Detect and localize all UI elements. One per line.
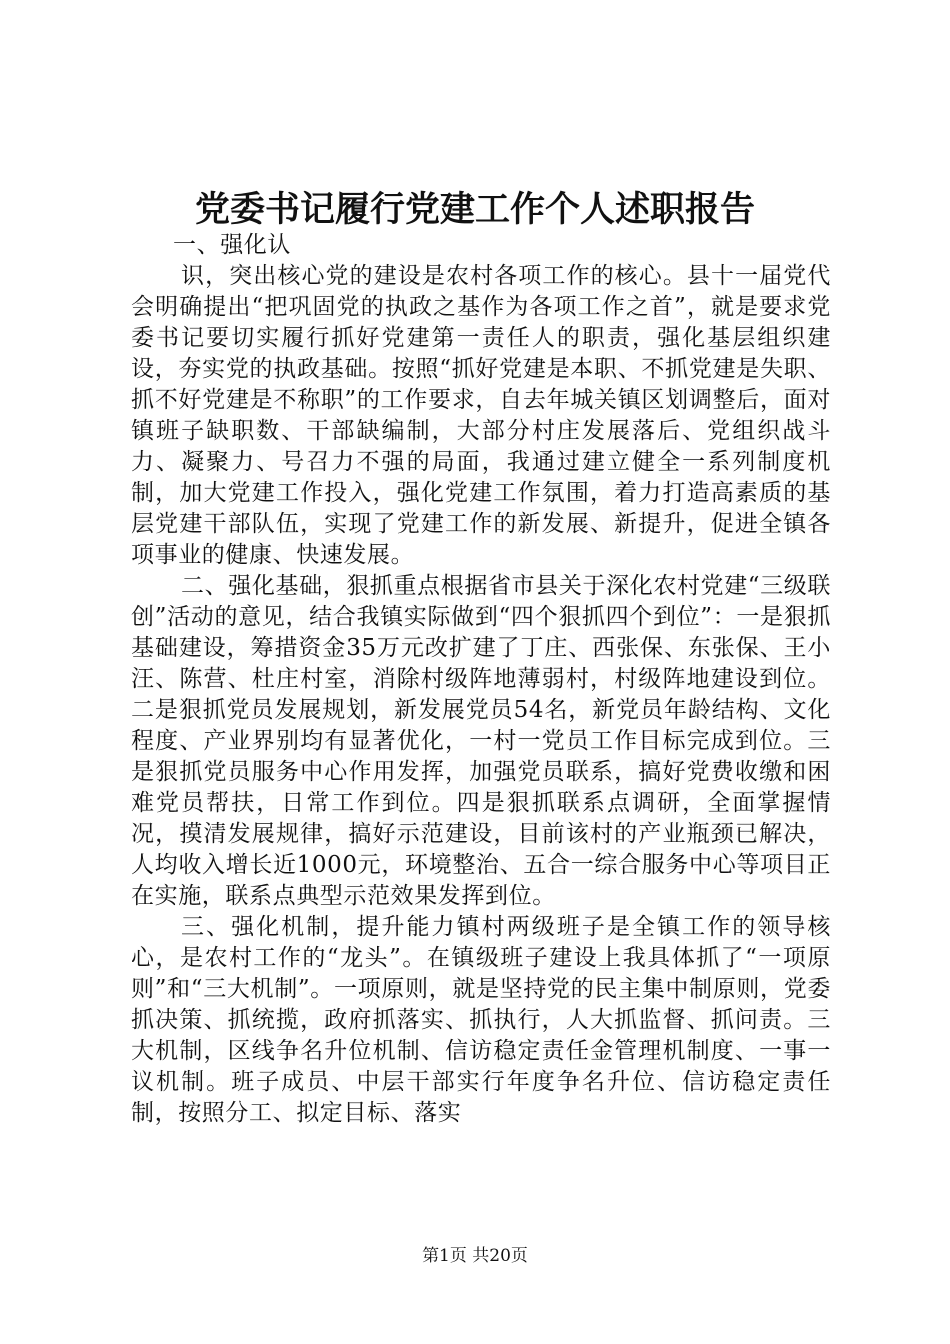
document-title: 党委书记履行党建工作个人述职报告: [194, 189, 755, 230]
paragraph-3: 三、强化机制，提升能力镇村两级班子是全镇工作的领导核心，是农村工作的“龙头”。在镇级班子建设上我具体抓了“一项原则”和“三大机制”。一项原则，就是坚持党的民主集中制原则，党委抓决策、抓统揽，政府抓落实、抓执行，人大抓监督、抓问责。三大机制，区线争名升位机制、信访稳定责任金管理机制度、一事一议机制。班子成员、中层干部实行年度争名升位、信访稳定责任制，按照分工、拟定目标、落实: [131, 914, 831, 1126]
paragraph-2: 二、强化基础，狠抓重点根据省市县关于深化农村党建“三级联创”活动的意见，结合我镇实际做到“四个狠抓四个到位”：一是狠抓基础建设，筹措资金35万元改扩建了丁庄、西张保、东张保、王小汪、陈营、杜庄村室，消除村级阵地薄弱村，村级阵地建设到位。二是狠抓党员发展规划，新发展党员54名，新党员年龄结构、文化程度、产业界别均有显著优化，一村一党员工作目标完成到位。三是狠抓党员服务中心作用发挥，加强党员联系，搞好党费收缴和困难党员帮扶，日常工作到位。四是狠抓联系点调研，全面掌握情况，摸清发展规律，搞好示范建设，目前该村的产业瓶颈已解决，人均收入增长近1000元，环境整治、五合一综合服务中心等项目正在实施，联系点典型示范效果发挥到位。: [131, 573, 831, 909]
document-body: [131, 230, 831, 1129]
page-number-footer: 第1页 共20页: [422, 1246, 528, 1266]
section-heading-1: 一、强化认: [173, 232, 291, 258]
paragraph-1: 识，突出核心党的建设是农村各项工作的核心。县十一届党代会明确提出“把巩固党的执政之基作为各项工作之首”，就是要求党委书记要切实履行抓好党建第一责任人的职责，强化基层组织建设，夯实党的执政基础。按照“抓好党建是本职、不抓党建是失职、抓不好党建是不称职”的工作要求，自去年城关镇区划调整后，面对镇班子缺职数、干部缺编制，大部分村庄发展落后、党组织战斗力、凝聚力、号召力不强的局面，我通过建立健全一系列制度机制，加大党建工作投入，强化党建工作氛围，着力打造高素质的基层党建干部队伍，实现了党建工作的新发展、新提升，促进全镇各项事业的健康、快速发展。: [131, 263, 831, 568]
